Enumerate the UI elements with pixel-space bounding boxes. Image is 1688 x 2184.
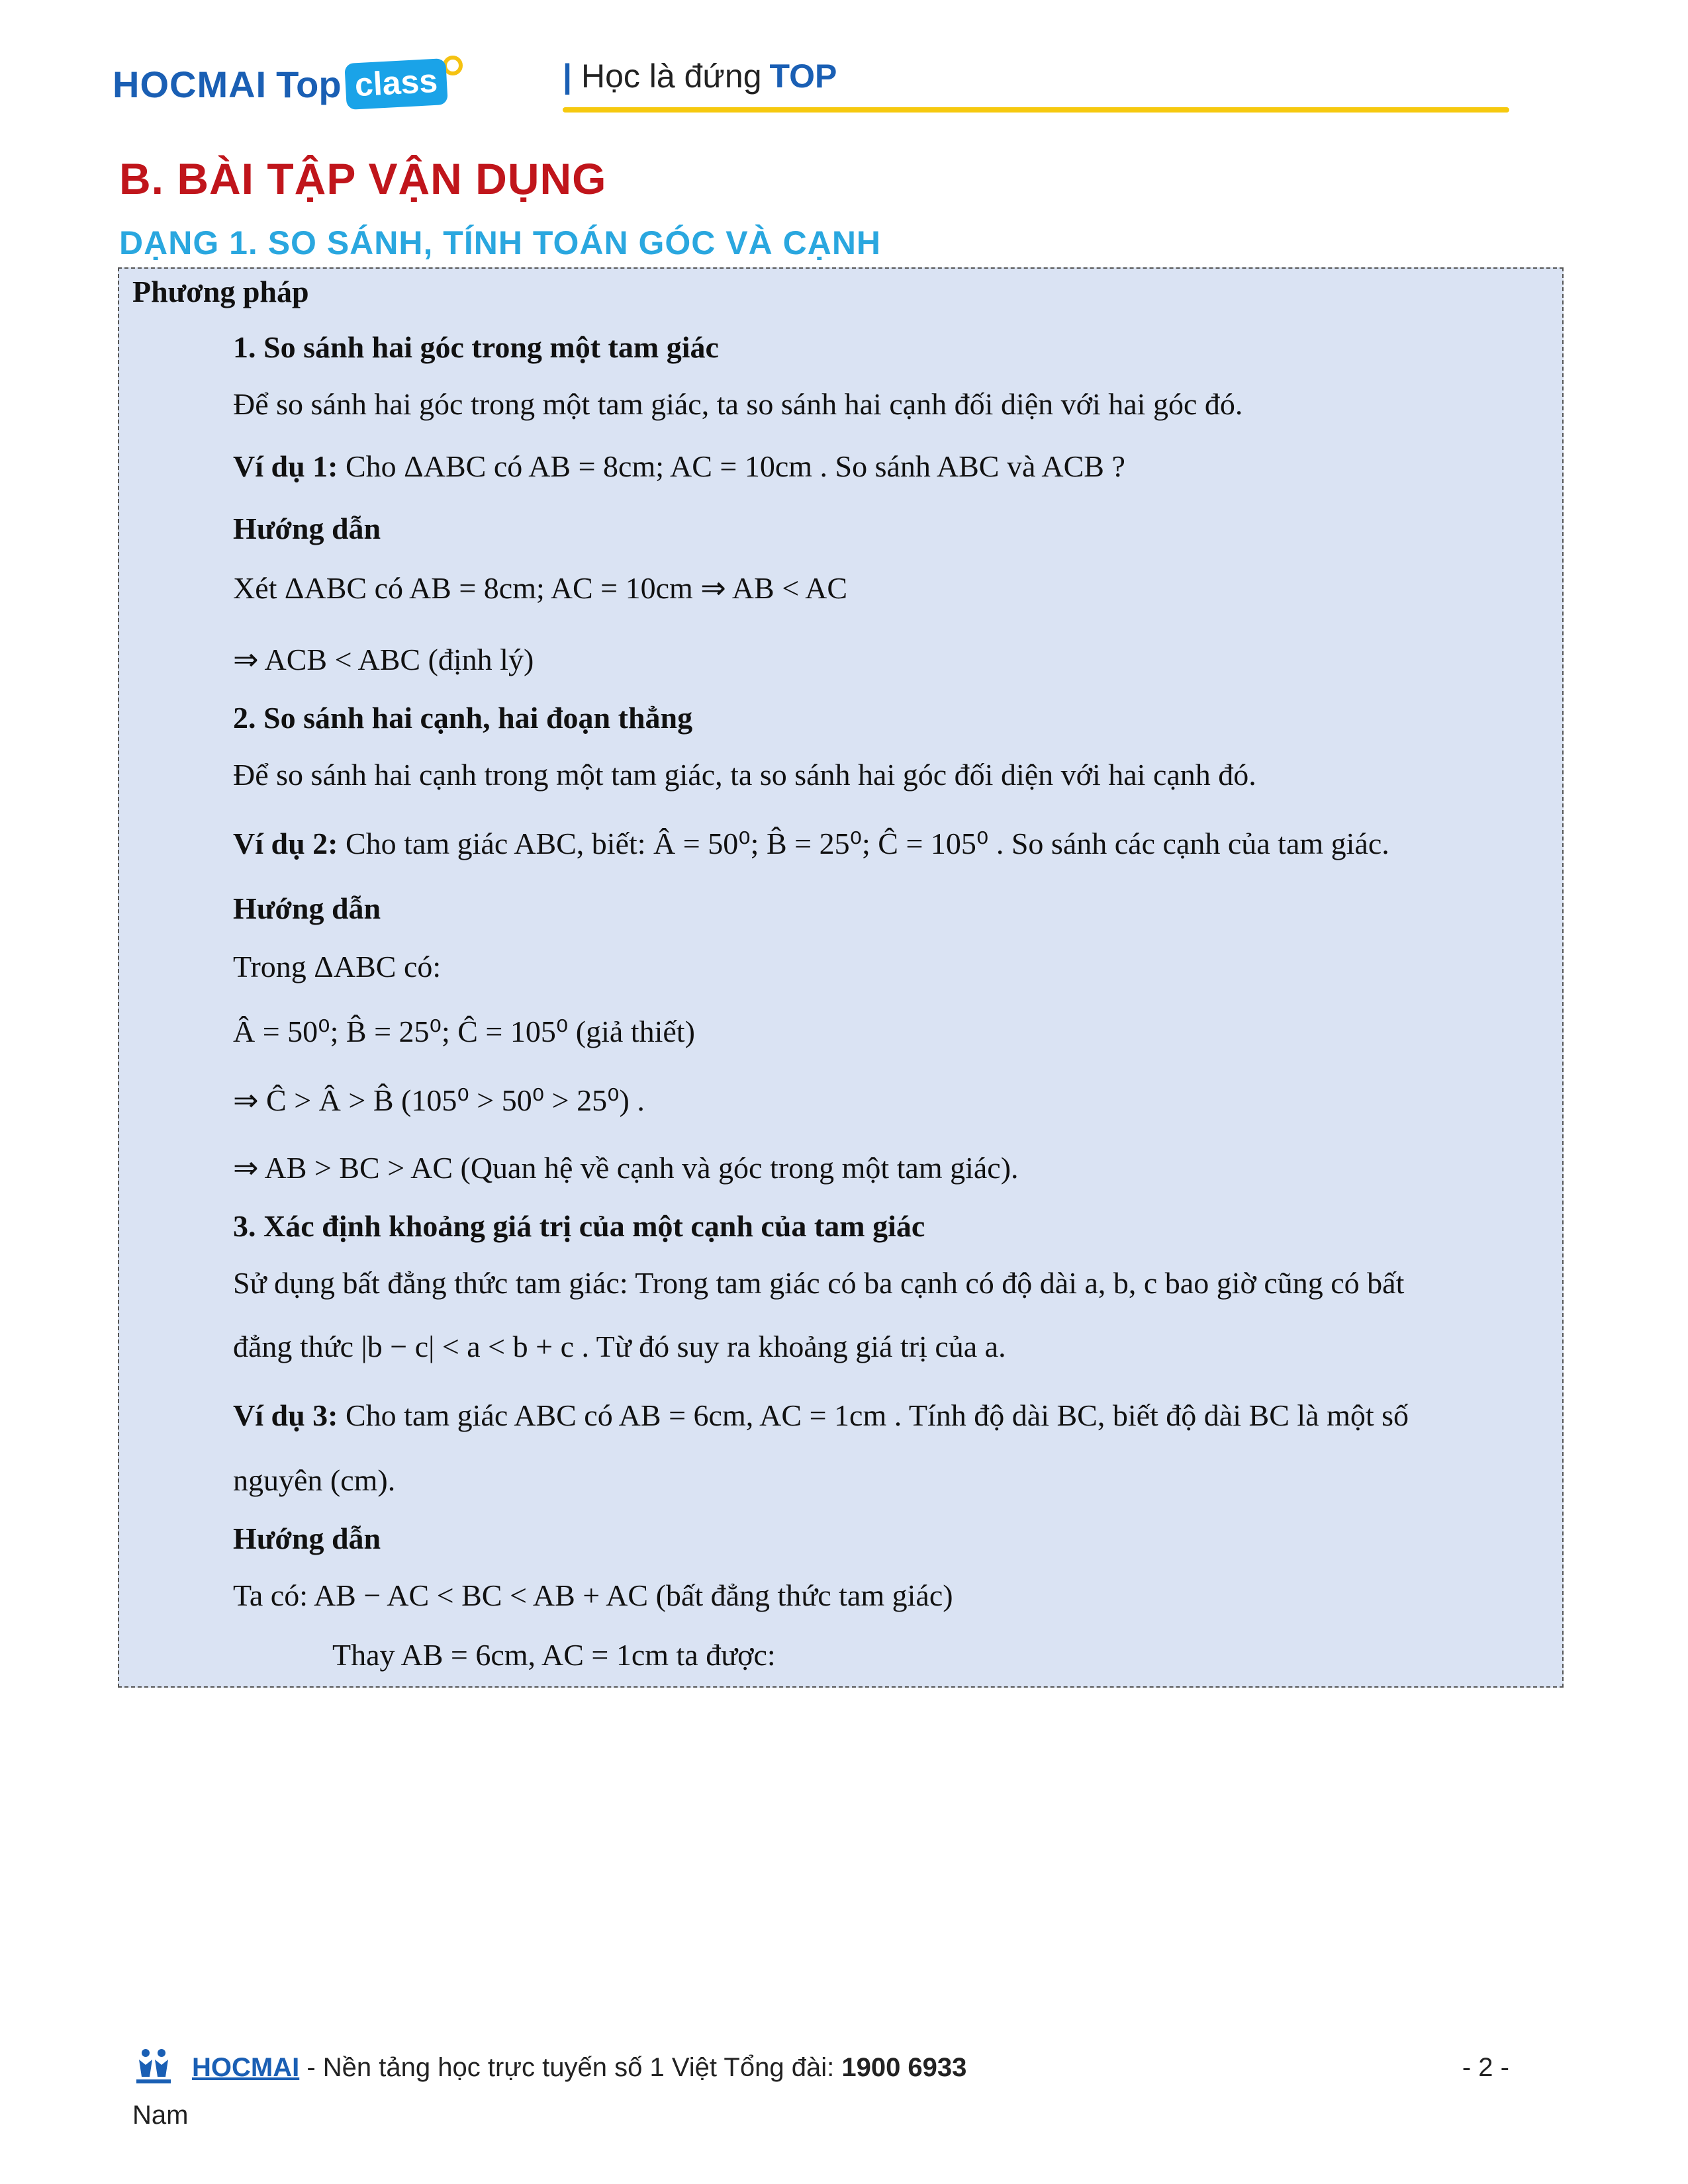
ex2: [233, 827, 1389, 861]
s2-title: 2. So sánh hai cạnh, hai đoạn thẳng: [233, 701, 693, 735]
ex2-label: Ví dụ 2:: [233, 827, 338, 860]
ex1-text: Cho ΔABC có AB = 8cm; AC = 10cm . So sánh ABC và ACB ?: [345, 449, 1125, 483]
s2-rule: Để so sánh hai cạnh trong một tam giác, ta so sánh hai góc đối diện với hai cạnh đó.: [233, 758, 1256, 792]
section-title: B. BÀI TẬP VẬN DỤNG: [119, 154, 607, 203]
ex2-text: Cho tam giác ABC, biết: Â = 50⁰; B̂ = 25⁰; Ĉ = 105⁰ . So sánh các cạnh của tam giác.: [345, 827, 1389, 860]
ex2-sol3: ⇒ Ĉ > Â > B̂ (105⁰ > 50⁰ > 25⁰) .: [233, 1083, 645, 1117]
s3-rule1: Sử dụng bất đẳng thức tam giác: Trong tam giác có ba cạnh có độ dài a, b, c bao giờ cũng có bất: [233, 1266, 1405, 1300]
ex1: [233, 450, 1125, 484]
ex1-hd: Hướng dẫn: [233, 512, 381, 545]
ex3-label: Ví dụ 3:: [233, 1398, 338, 1432]
box-heading: Phương pháp: [132, 275, 309, 308]
header-slogan: [563, 57, 837, 95]
logo-top-text: Top: [276, 63, 342, 105]
footer-slogan: - Nền tảng học trực tuyến số 1 Việt Tổng đài:: [299, 2053, 842, 2082]
ex3-sol2: Thay AB = 6cm, AC = 1cm ta được:: [332, 1638, 776, 1672]
s3-rule2: đẳng thức |b − c| < a < b + c . Từ đó suy ra khoảng giá trị của a.: [233, 1330, 1006, 1363]
ex2-hd: Hướng dẫn: [233, 891, 381, 925]
s1-title: 1. So sánh hai góc trong một tam giác: [233, 330, 719, 364]
footer-nam: Nam: [132, 2101, 189, 2130]
footer-brand-link[interactable]: HOCMAI: [192, 2053, 300, 2082]
ex1-sol2: ⇒ ACB < ABC (định lý): [233, 643, 534, 676]
ex1-sol1: Xét ΔABC có AB = 8cm; AC = 10cm ⇒ AB < AC: [233, 571, 847, 605]
ex3-text2: nguyên (cm).: [233, 1463, 396, 1497]
ex2-sol2: Â = 50⁰; B̂ = 25⁰; Ĉ = 105⁰ (giả thiết): [233, 1015, 695, 1048]
method-box: [118, 267, 1564, 1688]
ex3-hd: Hướng dẫn: [233, 1522, 381, 1555]
ex1-label: Ví dụ 1:: [233, 449, 338, 483]
page-number: - 2 -: [1462, 2053, 1509, 2082]
ex2-sol4: ⇒ AB > BC > AC (Quan hệ về cạnh và góc trong một tam giác).: [233, 1151, 1019, 1185]
dang-title: DẠNG 1. SO SÁNH, TÍNH TOÁN GÓC VÀ CẠNH: [119, 224, 882, 261]
s3-title: 3. Xác định khoảng giá trị của một cạnh của tam giác: [233, 1209, 925, 1243]
header-divider: [563, 107, 1509, 113]
logo-hocmai-text: HOCMAI: [113, 63, 267, 105]
s1-rule: Để so sánh hai góc trong một tam giác, ta so sánh hai cạnh đối diện với hai góc đó.: [233, 387, 1243, 421]
ex3: [233, 1399, 1409, 1433]
hocmai-topclass-logo: [113, 54, 463, 114]
footer-phone: 1900 6933: [841, 2053, 967, 2082]
hocmai-people-icon: [132, 2045, 175, 2087]
page-header: [113, 48, 1509, 120]
slogan-top: TOP: [769, 58, 837, 95]
logo-class-badge: class: [344, 58, 448, 110]
footer-text: [192, 2053, 966, 2083]
slogan-bar: |: [563, 58, 572, 95]
ex3-sol1: Ta có: AB − AC < BC < AB + AC (bất đẳng thức tam giác): [233, 1578, 953, 1612]
ex2-sol1: Trong ΔABC có:: [233, 950, 442, 983]
slogan-text: Học là đứng: [581, 58, 762, 95]
ex3-text1: Cho tam giác ABC có AB = 6cm, AC = 1cm . Tính độ dài BC, biết độ dài BC là một số: [345, 1398, 1409, 1432]
